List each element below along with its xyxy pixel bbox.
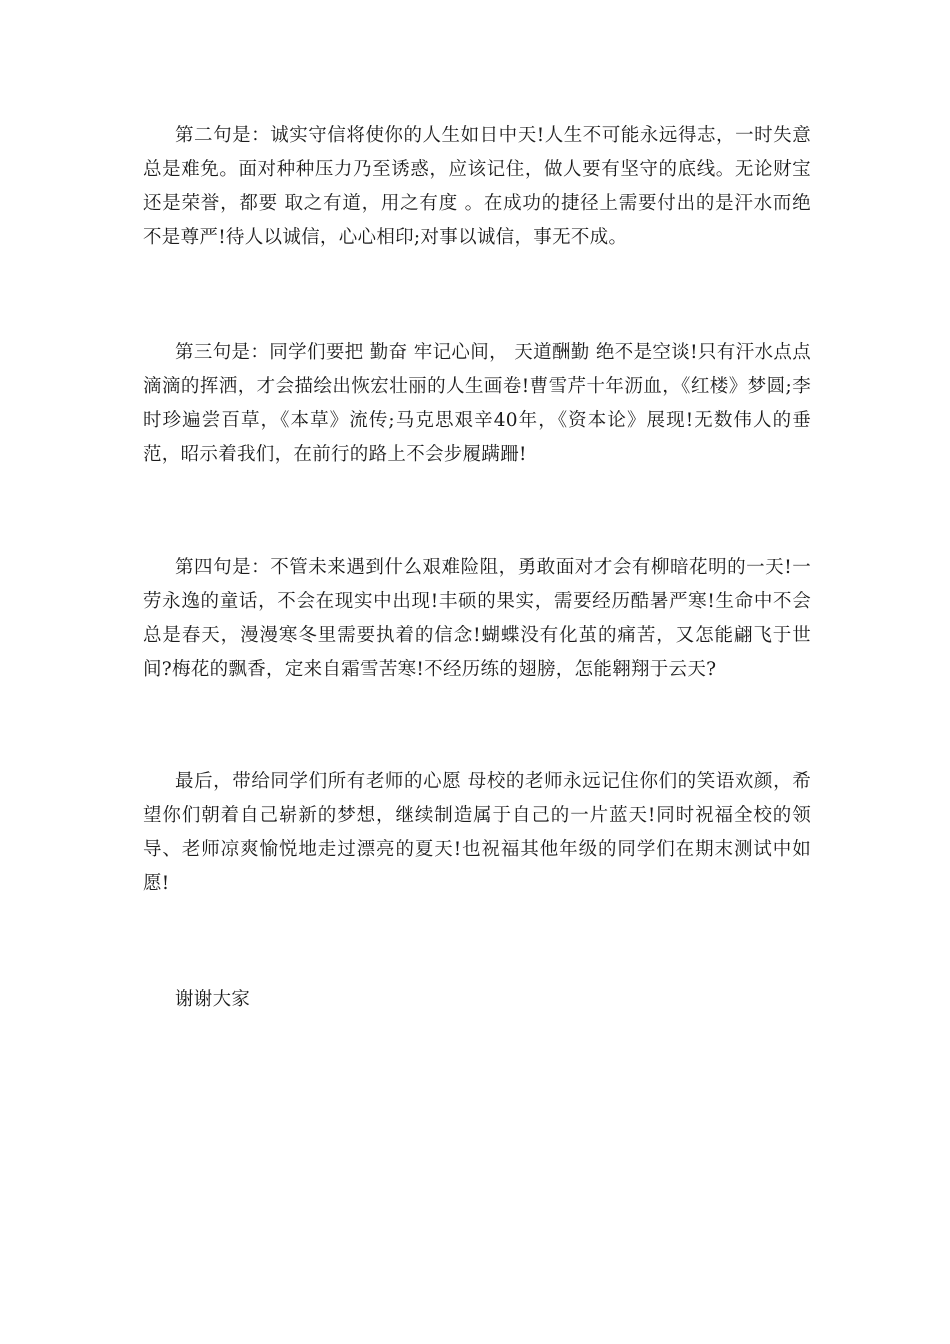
paragraph-thanks: 谢谢大家 <box>175 989 251 1010</box>
paragraph-third-sentence: 第三句是：同学们要把 勤奋 牢记心间， 天道酬勤 绝不是空谈!只有汗水点点滴滴的挥洒，才会描绘出恢宏壮丽的人生画卷!曹雪芹十年沥血，《红楼》梦圆;李时珍遍尝百草，《本草》流传;马克思艰辛40年，《资本论》展现!无数伟人的垂范，昭示着我们，在前行的路上不会步履蹒跚! <box>143 342 811 465</box>
paragraph-closing-wishes: 最后，带给同学们所有老师的心愿 母校的老师永远记住你们的笑语欢颜，希望你们朝着自己崭新的梦想，继续制造属于自己的一片蓝天!同时祝福全校的领导、老师凉爽愉悦地走过漂亮的夏天!也祝福其他年级的同学们在期末测试中如愿! <box>143 771 811 894</box>
paragraph-fourth-sentence: 第四句是：不管未来遇到什么艰难险阻，勇敢面对才会有柳暗花明的一天!一劳永逸的童话，不会在现实中出现!丰硕的果实，需要经历酷暑严寒!生命中不会总是春天，漫漫寒冬里需要执着的信念!蝴蝶没有化茧的痛苦，又怎能翩飞于世间?梅花的飘香，定来自霜雪苦寒!不经历练的翅膀，怎能翱翔于云天? <box>143 557 811 680</box>
paragraph-second-sentence: 第二句是：诚实守信将使你的人生如日中天!人生不可能永远得志，一时失意总是难免。面对种种压力乃至诱惑，应该记住，做人要有坚守的底线。无论财宝还是荣誉，都要 取之有道，用之有度 。在成功的捷径上需要付出的是汗水而绝不是尊严!待人以诚信，心心相印;对事以诚信，事无不成。 <box>143 125 811 248</box>
